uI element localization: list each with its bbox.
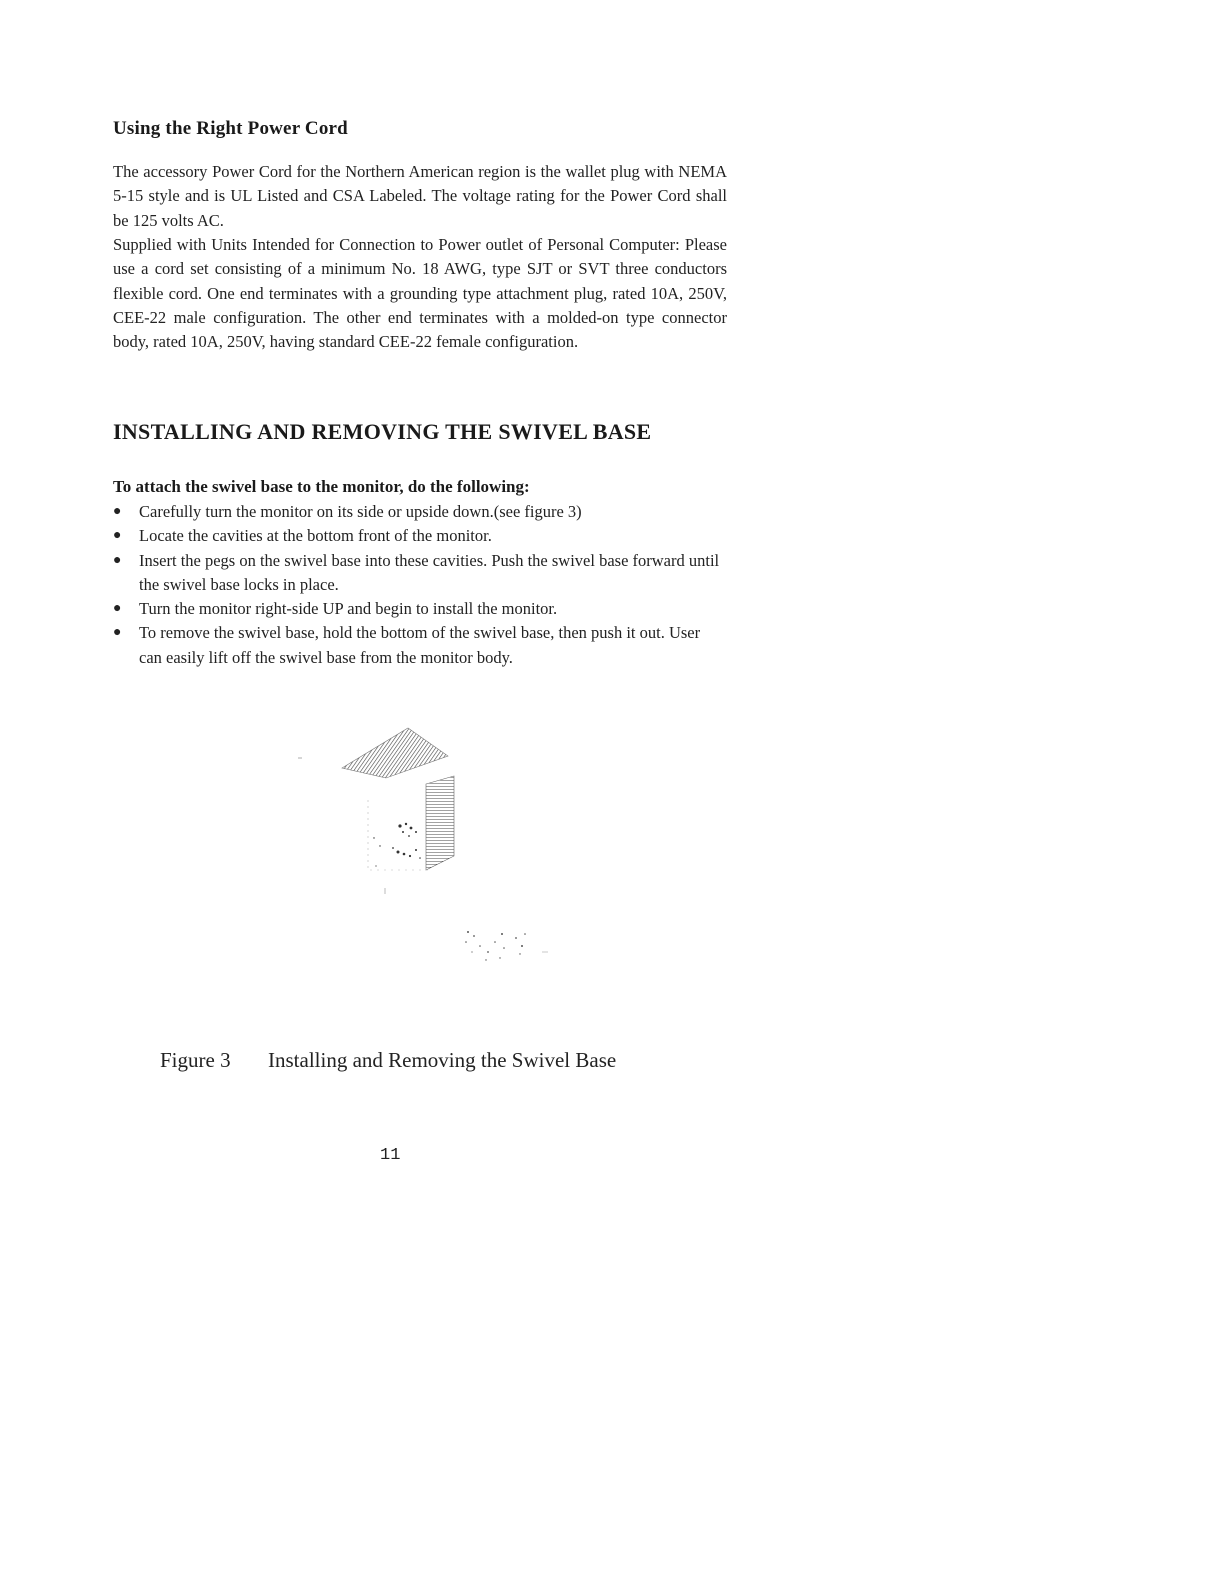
figure-caption: [160, 1048, 616, 1073]
figure-3-illustration: [290, 720, 590, 1000]
bullet-icon: ●: [113, 504, 122, 519]
monitor-swivel-base-illustration-icon: [290, 720, 590, 1000]
page-number: 11: [380, 1146, 401, 1165]
power-cord-paragraph-2: Supplied with Units Intended for Connection to Power outlet of Personal Computer: Please use a cord set consisting of a minimum No. 18 AWG, type SJT or SVT three conductors flexible cord. One end terminates with a grounding type attachment plug, rated 10A, 250V, CEE-22 male configuration. The other end terminates with a molded-on type connector body, rated 10A, 250V, having standard CEE-22 female configuration.: [113, 235, 727, 352]
swivel-steps-list: [113, 500, 727, 670]
list-item: [113, 597, 727, 621]
step-text: Insert the pegs on the swivel base into these cavities. Push the swivel base forward until the swivel base locks in place.: [139, 550, 720, 594]
figure-number: Figure 3: [160, 1048, 231, 1072]
step-text: Locate the cavities at the bottom front of the monitor.: [139, 526, 492, 546]
step-text: To remove the swivel base, hold the bottom of the swivel base, then push it out. User can easily lift off the swivel base from the monitor body.: [139, 623, 701, 667]
list-item: [113, 524, 727, 548]
power-cord-heading: Using the Right Power Cord: [113, 118, 348, 139]
step-text: Carefully turn the monitor on its side or upside down.(see figure 3): [139, 502, 582, 521]
swivel-base-lead: To attach the swivel base to the monitor, do the following:: [113, 477, 530, 496]
swivel-base-heading: INSTALLING AND REMOVING THE SWIVEL BASE: [113, 419, 652, 444]
list-item: [113, 621, 727, 670]
bullet-icon: ●: [113, 625, 122, 641]
power-cord-paragraph-1: The accessory Power Cord for the Northern American region is the wallet plug with NEMA 5-15 style and is UL Listed and CSA Labeled. The voltage rating for the Power Cord shall be 125 volts AC.: [113, 162, 727, 230]
figure-caption-text: Installing and Removing the Swivel Base: [268, 1048, 617, 1072]
list-item: [113, 549, 727, 598]
bullet-icon: ●: [113, 552, 122, 568]
step-text: Turn the monitor right-side UP and begin to install the monitor.: [139, 599, 558, 619]
bullet-icon: ●: [113, 528, 122, 544]
list-item: [113, 500, 727, 524]
bullet-icon: ●: [113, 601, 122, 617]
